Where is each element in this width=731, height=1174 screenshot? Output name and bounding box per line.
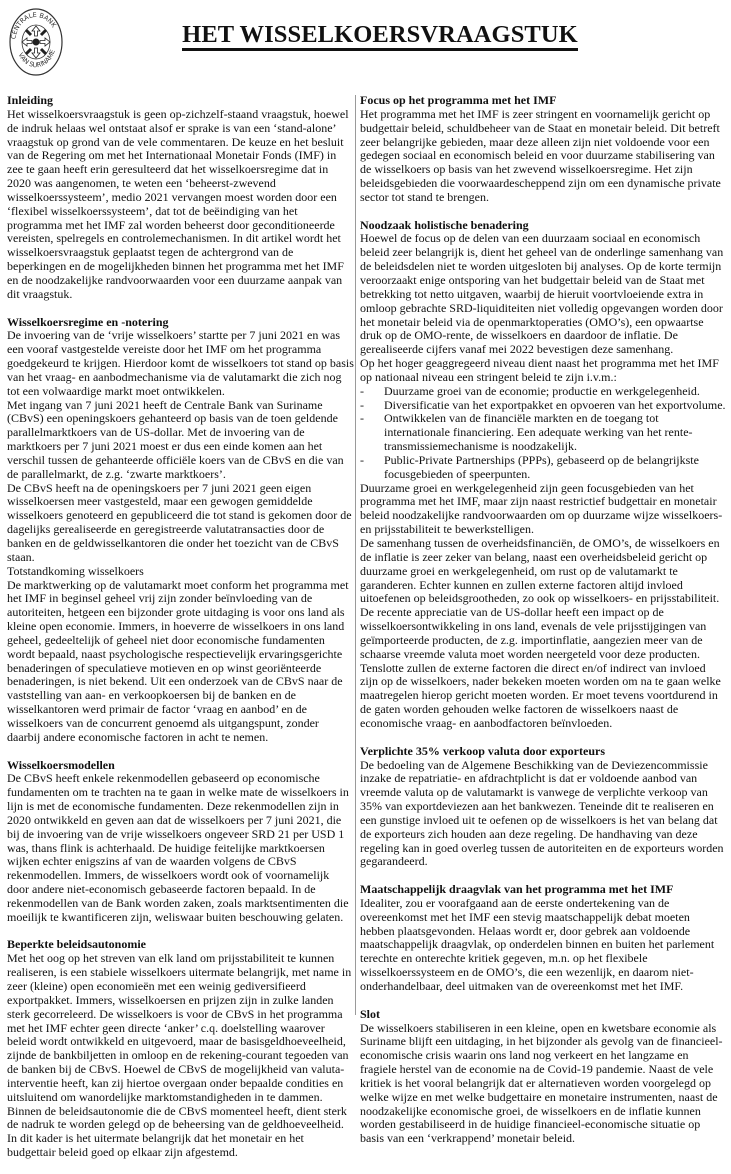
paragraph: Met het oog op het streven van elk land om prijsstabiliteit te kunnen realiseren, is een stabiele wisselkoers uitermate belangrijk, met name in zeer (kleine) open economieën met een weinig gediversifieerd exportpakket. Immers, wisselkoersen en prijzen zijn in zulke landen sterk gecorreleerd. De wisselkoers is voor de CBvS in het programma met het IMF echter geen directe ‘anker’ c.q. doelstelling waarover beleid wordt ontwikkeld en uitgevoerd, maar de basisgeldhoeveelheid, zijnde de bankbiljetten in omloop en de rekening-courant tegoeden van de banken bij de CBvS. Hoewel de CBvS de mogelijkheid van valuta-interventie heeft, kan zij hiertoe overgaan onder bepaalde condities en uitsluitend om wanordelijke marktomstandigheden in te dammen. Binnen de beleidsautonomie die de CBvS momenteel heeft, dient sterk de nadruk te worden gelegd op de beheersing van de geldhoeveelheid. In dit kader is het uitermate belangrijk dat het monetair en het budgettair beleid goed op elkaar zijn afgestemd. [7,951,352,1160]
paragraph: Het wisselkoersvraagstuk is geen op-zichzelf-staand vraagstuk, hoewel de indruk helaas wel ontstaat alsof er sprake is van een ‘stand-alone’ vraagstuk op grond van de vele commentaren. De keuze en het besluit van de Regering om met het Internationaal Monetair Fonds (IMF) in zee te gaan heeft erin geresulteerd dat het wisselkoersregime dat in 2020 was aangenomen, te weten een ‘beheerst-zwevend wisselkoerssysteem’, medio 2021 vervangen moest worden door een ‘flexibel wisselkoerssysteem’, dat tot de beëindiging van het programma met het IMF zal worden beheerst door geconditioneerde vereisten, spelregels en controlemechanismen. In dit artikel wordt het wisselkoersvraagstuk geplaatst tegen de achtergrond van de beperkingen en de mogelijkheden binnen het programma met het IMF en de noodzakelijke randvoorwaarden voor een duurzame aanpak van dit vraagstuk. [7,106,349,301]
section-wisselkoersmodellen [7,759,354,925]
section-inleiding [7,94,354,302]
list-item-text: Diversificatie van het exportpakket en opvoeren van het exportvolume. [384,397,726,412]
section-heading: Wisselkoersmodellen [7,757,115,772]
svg-text:VAN SURINAME: VAN SURINAME [16,48,57,70]
policy-list [360,385,726,482]
column-divider [355,95,356,1015]
bullet-dash: - [360,383,364,398]
list-item [360,385,726,399]
paragraph: De CBvS heeft enkele rekenmodellen gebaseerd op economische fundamenten om te trachten na te gaan in welke mate de wisselkoers in lijn is met de economische fundamenten. Deze rekenmodellen zijn in 2020 ontwikkeld en geven aan dat de wisselkoers per 7 juni 2021, die bij de invoering van de vrije wisselkoers ongeveer SRD 21 per USD 1 was, thans flink is achterhaald. De huidige feitelijke marktkoersen wijken echter enigszins af van de waarden volgens de CBvS rekenmodellen. Immers, de wisselkoers wordt ook of voornamelijk door andere niet-economisch gebaseerde factoren bepaald. In de rekenmodellen van de Bank worden zaken, zoals marktsentimenten die moeilijk te kwantificeren zijn, weliswaar buiten beschouwing gelaten. [7,771,349,924]
right-column [360,94,726,1160]
list-item [360,412,726,454]
list-item [360,454,726,482]
page-title [0,22,731,51]
list-item-text: Public-Private Partnerships (PPPs), gebaseerd op de belangrijkste focusgebieden of speerpunten. [384,452,699,481]
paragraph: De bedoeling van de Algemene Beschikking van de Deviezencommissie inzake de repatriatie- en afdrachtplicht is dat er voldoende aanbod van vreemde valuta op de valutamarkt is vanwege de verplichte verkoop van 35% van exportdeviezen aan het bankwezen. Teneinde dit te realiseren en een gunstige invloed uit te oefenen op de wisselkoers is het van belang dat de exporteurs zich houden aan deze regeling. De handhaving van deze regeling kan in goed overleg tussen de autoriteiten en de exporteurs worden gegarandeerd. [360,757,724,869]
section-focus-imf [360,94,726,205]
document-title: HET WISSELKOERSVRAAGSTUK [182,22,578,51]
paragraph: Tenslotte zullen de externe factoren die direct en/of indirect van invloed zijn op de wisselkoers, nader bekeken moeten worden om na te gaan welke maatregelen hierop gericht moeten worden. Er moet tevens voortdurend in de gaten worden gehouden welke factoren de wisselkoers naast de economische vraag- en aanbodfactoren beïnvloeden. [360,660,721,730]
section-heading: Wisselkoersregime en -notering [7,314,169,329]
bullet-dash: - [360,452,364,467]
list-item [360,399,726,413]
subheading: Totstandkoming wisselkoers [7,563,144,578]
section-heading: Focus op het programma met het IMF [360,93,557,107]
bullet-dash: - [360,397,364,412]
section-wisselkoersregime [7,316,354,745]
paragraph: Duurzame groei en werkgelegenheid zijn geen focusgebieden van het programma met het IMF, maar zijn naast restrictief budgettair en monetair beleid noodzakelijke randvoorwaarden om op duurzame wijze wisselkoers- en prijsstabiliteit te bewerkstelligen. [360,480,723,537]
paragraph: Op het hoger geaggregeerd niveau dient naast het programma met het IMF op nationaal niveau een stringent beleid te zijn i.v.m.: [360,356,719,384]
section-heading: Noodzaak holistische benadering [360,217,529,232]
section-heading: Beperkte beleidsautonomie [7,937,146,952]
section-beleidsautonomie [7,938,354,1160]
paragraph: De invoering van de ‘vrije wisselkoers’ startte per 7 juni 2021 en was een vooraf vastgestelde vereiste door het IMF om het programma goedgekeurd te krijgen. Hierdoor komt de wisselkoers tot stand op basis van het vraag- en aanbodmechanisme via de valutamarkt die zich nog tot een volwaardige markt moet ontwikkelen. [7,328,354,398]
section-slot [360,1008,726,1146]
section-heading: Slot [360,1006,381,1021]
paragraph: De samenhang tussen de overheidsfinanciën, de OMO’s, de wisselkoers en de inflatie is zeer zeker van belang, naast een overheidsbeleid gericht op duurzame groei en werkgelegenheid, om rust op de valutamarkt te garanderen. Echter kunnen en zullen externe factoren altijd invloed uitoefenen op beleidsgrootheden, zo ook op wisselkoers- en prijsstabiliteit. De recente appreciatie van de US-dollar heeft een impact op de wisselkoersontwikkeling in ons land, evenals de vele prijsstijgingen van geïmporteerde producten, de z.g. importinflatie, aangezien meer van de schaarse vreemde valuta moet worden neergeteld voor deze producten. [360,536,720,661]
paragraph: Het programma met het IMF is zeer stringent en voornamelijk gericht op budgettair beleid, schuldbeheer van de Staat en monetair beleid. Dit betreft zeer belangrijke gebieden, maar deze alleen zijn niet voldoende voor een gedegen sociaal en economisch beleid en voor duurzame stabilisering van de wisselkoers op basis van het zwevend wisselkoersregime. Het zijn beleidsgebieden die voorwaardescheppend zijn om een dynamische private sector tot stand te brengen. [360,106,721,204]
section-verplichte-verkoop [360,745,726,870]
paragraph: De wisselkoers stabiliseren in een kleine, open en kwetsbare economie als Suriname blijft een uitdaging, in het bijzonder als gevolg van de financieel-economische crisis waarin ons land nog verkeert en het langzame en fragiele herstel van de economie na de Covid-19 pandemie. Naast de vele kritiek is het vooral belangrijk dat er alternatieven worden voorgelegd op welke wijze en met welke budgettaire en monetaire instrumenten, naast de noodzakelijke economische groei, de wisselkoers en de inflatie kunnen worden gestabiliseerd in de huidige financieel-economische situatie op basis van een ‘verkrappend’ monetair beleid. [360,1020,723,1146]
section-heading: Inleiding [7,93,54,107]
paragraph: Idealiter, zou er voorafgaand aan de eerste ondertekening van de overeenkomst met het IMF een stevig maatschappelijk debat moeten hebben plaatsgevonden. Helaas wordt er, door gebrek aan voldoende maatschappelijk draagvlak, op onderdelen binnen en buiten het parlement terechte en onterechte kritiek gegeven, m.n. op het flexibele wisselkoerssysteem en de OMO’s, die een wezenlijk, en daarom niet-onderhandelbaar, deel uitmaken van de overeenkomst met het IMF. [360,895,715,993]
section-heading: Maatschappelijk draagvlak van het programma met het IMF [360,882,674,897]
paragraph: Hoewel de focus op de delen van een duurzaam sociaal en economisch beleid zeer belangrijk is, dient het geheel van de onderlinge samenhang van de beleidsdelen niet te worden uitgesloten bij analyses. Op de korte termijn veroorzaakt enige ontsporing van het budgettair beleid van de Staat met betrekking tot netto uitgaven, waarbij de hieruit voortvloeiende extra in omloop gebrachte SRD-liquiditeiten niet volledig opgevangen worden door het monetair beleid via de openmarktoperaties (OMO’s), een opwaartse druk op de OMO-rente, de wisselkoers en daardoor de inflatie. De gerealiseerde cijfers vanaf mei 2022 bevestigen deze samenhang. [360,231,724,357]
section-maatschappelijk-draagvlak [360,883,726,994]
paragraph: De CBvS heeft na de openingskoers per 7 juni 2021 geen eigen wisselkoersen meer vastgesteld, maar een gewogen gemiddelde wisselkoers genoteerd en gepubliceerd die tot stand is gekomen door de dagelijks gerealiseerde en geregistreerde valutatransacties door de banken en de geldwisselkantoren die onder het toezicht van de CBvS staan. [7,480,352,564]
bullet-dash: - [360,411,364,426]
section-holistische-benadering [360,219,726,731]
list-item-text: Duurzame groei van de economie; productie en werkgelegenheid. [384,383,700,398]
svg-text:CENTRALE BANK: CENTRALE BANK [9,10,58,40]
paragraph: De marktwerking op de valutamarkt moet conform het programma met het IMF in beginsel geheel vrij zijn zonder beïnvloeding van de autoriteiten, hetgeen een bijzonder grote uitdaging is voor ons land als kleine open economie. Immers, in hoeverre de wisselkoers in ons land geheel, gedeeltelijk of geheel niet door economische fundamenten wordt bepaald, naast psychologische respectievelijk ervaringsgerichte benaderingen of speculatieve motieven en op winst georiënteerde benaderingen, is niet bekend. Uit een onderzoek van de CBvS naar de vaststelling van aan- en verkoopkoersen bij de banken en de wisselkantoren werd primair de factor ‘vraag en aanbod’ en de wisselkoers van de concurrent genoemd als uitgangspunt, zonder daarbij andere economische factoren in acht te nemen. [7,577,349,744]
left-column [7,94,354,1174]
paragraph: Met ingang van 7 juni 2021 heeft de Centrale Bank van Suriname (CBvS) een openingskoers gehanteerd op basis van de toen geldende parallelmarktkoers van de US-dollar. Met de invoering van de marktkoers per 7 juni 2021 moest er dus een einde komen aan het verschil tussen de gehanteerde officiële koers van de CBvS en die van de parallelmarkt, de z.g. ‘zwarte marktkoers’. [7,397,344,481]
section-heading: Verplichte 35% verkoop valuta door exporteurs [360,743,605,758]
list-item-text: Ontwikkelen van de financiële markten en de toegang tot internationale financiering. Een adequate werking van het rente-transmissiemechanisme is noodzakelijk. [384,411,693,454]
